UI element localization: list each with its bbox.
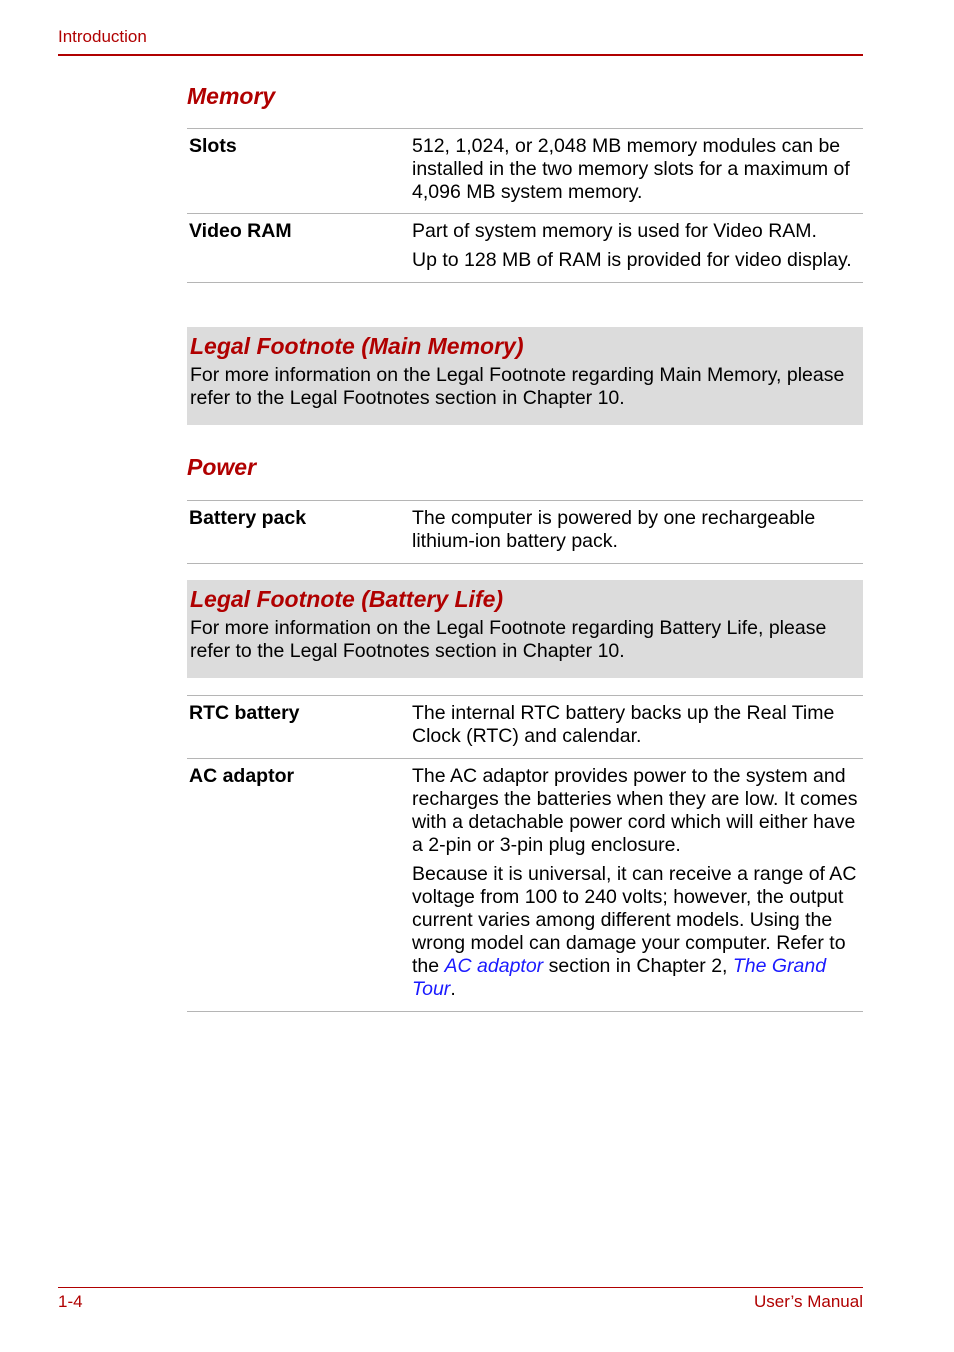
note-title: Legal Footnote (Main Memory) (190, 333, 524, 359)
table-row (187, 759, 863, 1012)
table-row (187, 129, 863, 214)
battery-pack-term: Battery pack (189, 507, 307, 529)
running-header: Introduction (58, 27, 147, 46)
slots-desc: 512, 1,024, or 2,048 MB memory modules can be installed in the two memory slots for a maximum of 4,096 MB system memory. (412, 135, 850, 203)
ac-adaptor-desc-2: Because it is universal, it can receive a range of AC voltage from 100 to 240 volts; however, the output current varies among different models. Using the wrong model can damage your computer. Refer to the AC adaptor section in Chapter 2, The Grand Tour. (412, 863, 857, 1000)
battery-pack-desc: The computer is powered by one rechargeable lithium-ion battery pack. (412, 507, 816, 552)
power-more-table-wrap (187, 695, 863, 1012)
grand-tour-link[interactable]: The Grand Tour (412, 955, 827, 1000)
video-ram-desc-1: Part of system memory is used for Video RAM. (412, 220, 817, 242)
note-body: For more information on the Legal Footnote regarding Main Memory, please refer to the Legal Footnotes section in Chapter 10. (190, 364, 845, 409)
power-table (187, 500, 863, 564)
table-row (187, 696, 863, 759)
video-ram-desc-2: Up to 128 MB of RAM is provided for video display. (412, 249, 852, 271)
rtc-battery-term: RTC battery (189, 702, 300, 724)
legal-footnote-memory (187, 327, 863, 425)
page-number: 1-4 (58, 1292, 83, 1311)
manual-title: User’s Manual (754, 1292, 863, 1311)
power-heading: Power (187, 454, 257, 480)
power-more-table (187, 695, 863, 1012)
ac-adaptor-term: AC adaptor (189, 765, 295, 787)
memory-table-wrap (187, 128, 863, 283)
table-row (187, 214, 863, 283)
ac-adaptor-desc-1: The AC adaptor provides power to the system and recharges the batteries when they are low. It comes with a detachable power cord which will either have a 2-pin or 3-pin plug enclosure. (412, 765, 858, 856)
note-body: For more information on the Legal Footnote regarding Battery Life, please refer to the Legal Footnotes section in Chapter 10. (190, 617, 827, 662)
video-ram-term: Video RAM (189, 220, 292, 242)
table-row (187, 501, 863, 564)
header-rule (58, 54, 863, 56)
ac-adaptor-link[interactable]: AC adaptor (444, 955, 544, 977)
memory-heading: Memory (187, 83, 276, 109)
slots-term: Slots (189, 135, 237, 157)
legal-footnote-battery (187, 580, 863, 678)
memory-table (187, 128, 863, 283)
power-table-wrap (187, 500, 863, 564)
note-title: Legal Footnote (Battery Life) (190, 586, 504, 612)
rtc-battery-desc: The internal RTC battery backs up the Real Time Clock (RTC) and calendar. (412, 702, 835, 747)
footer-rule (58, 1287, 863, 1288)
